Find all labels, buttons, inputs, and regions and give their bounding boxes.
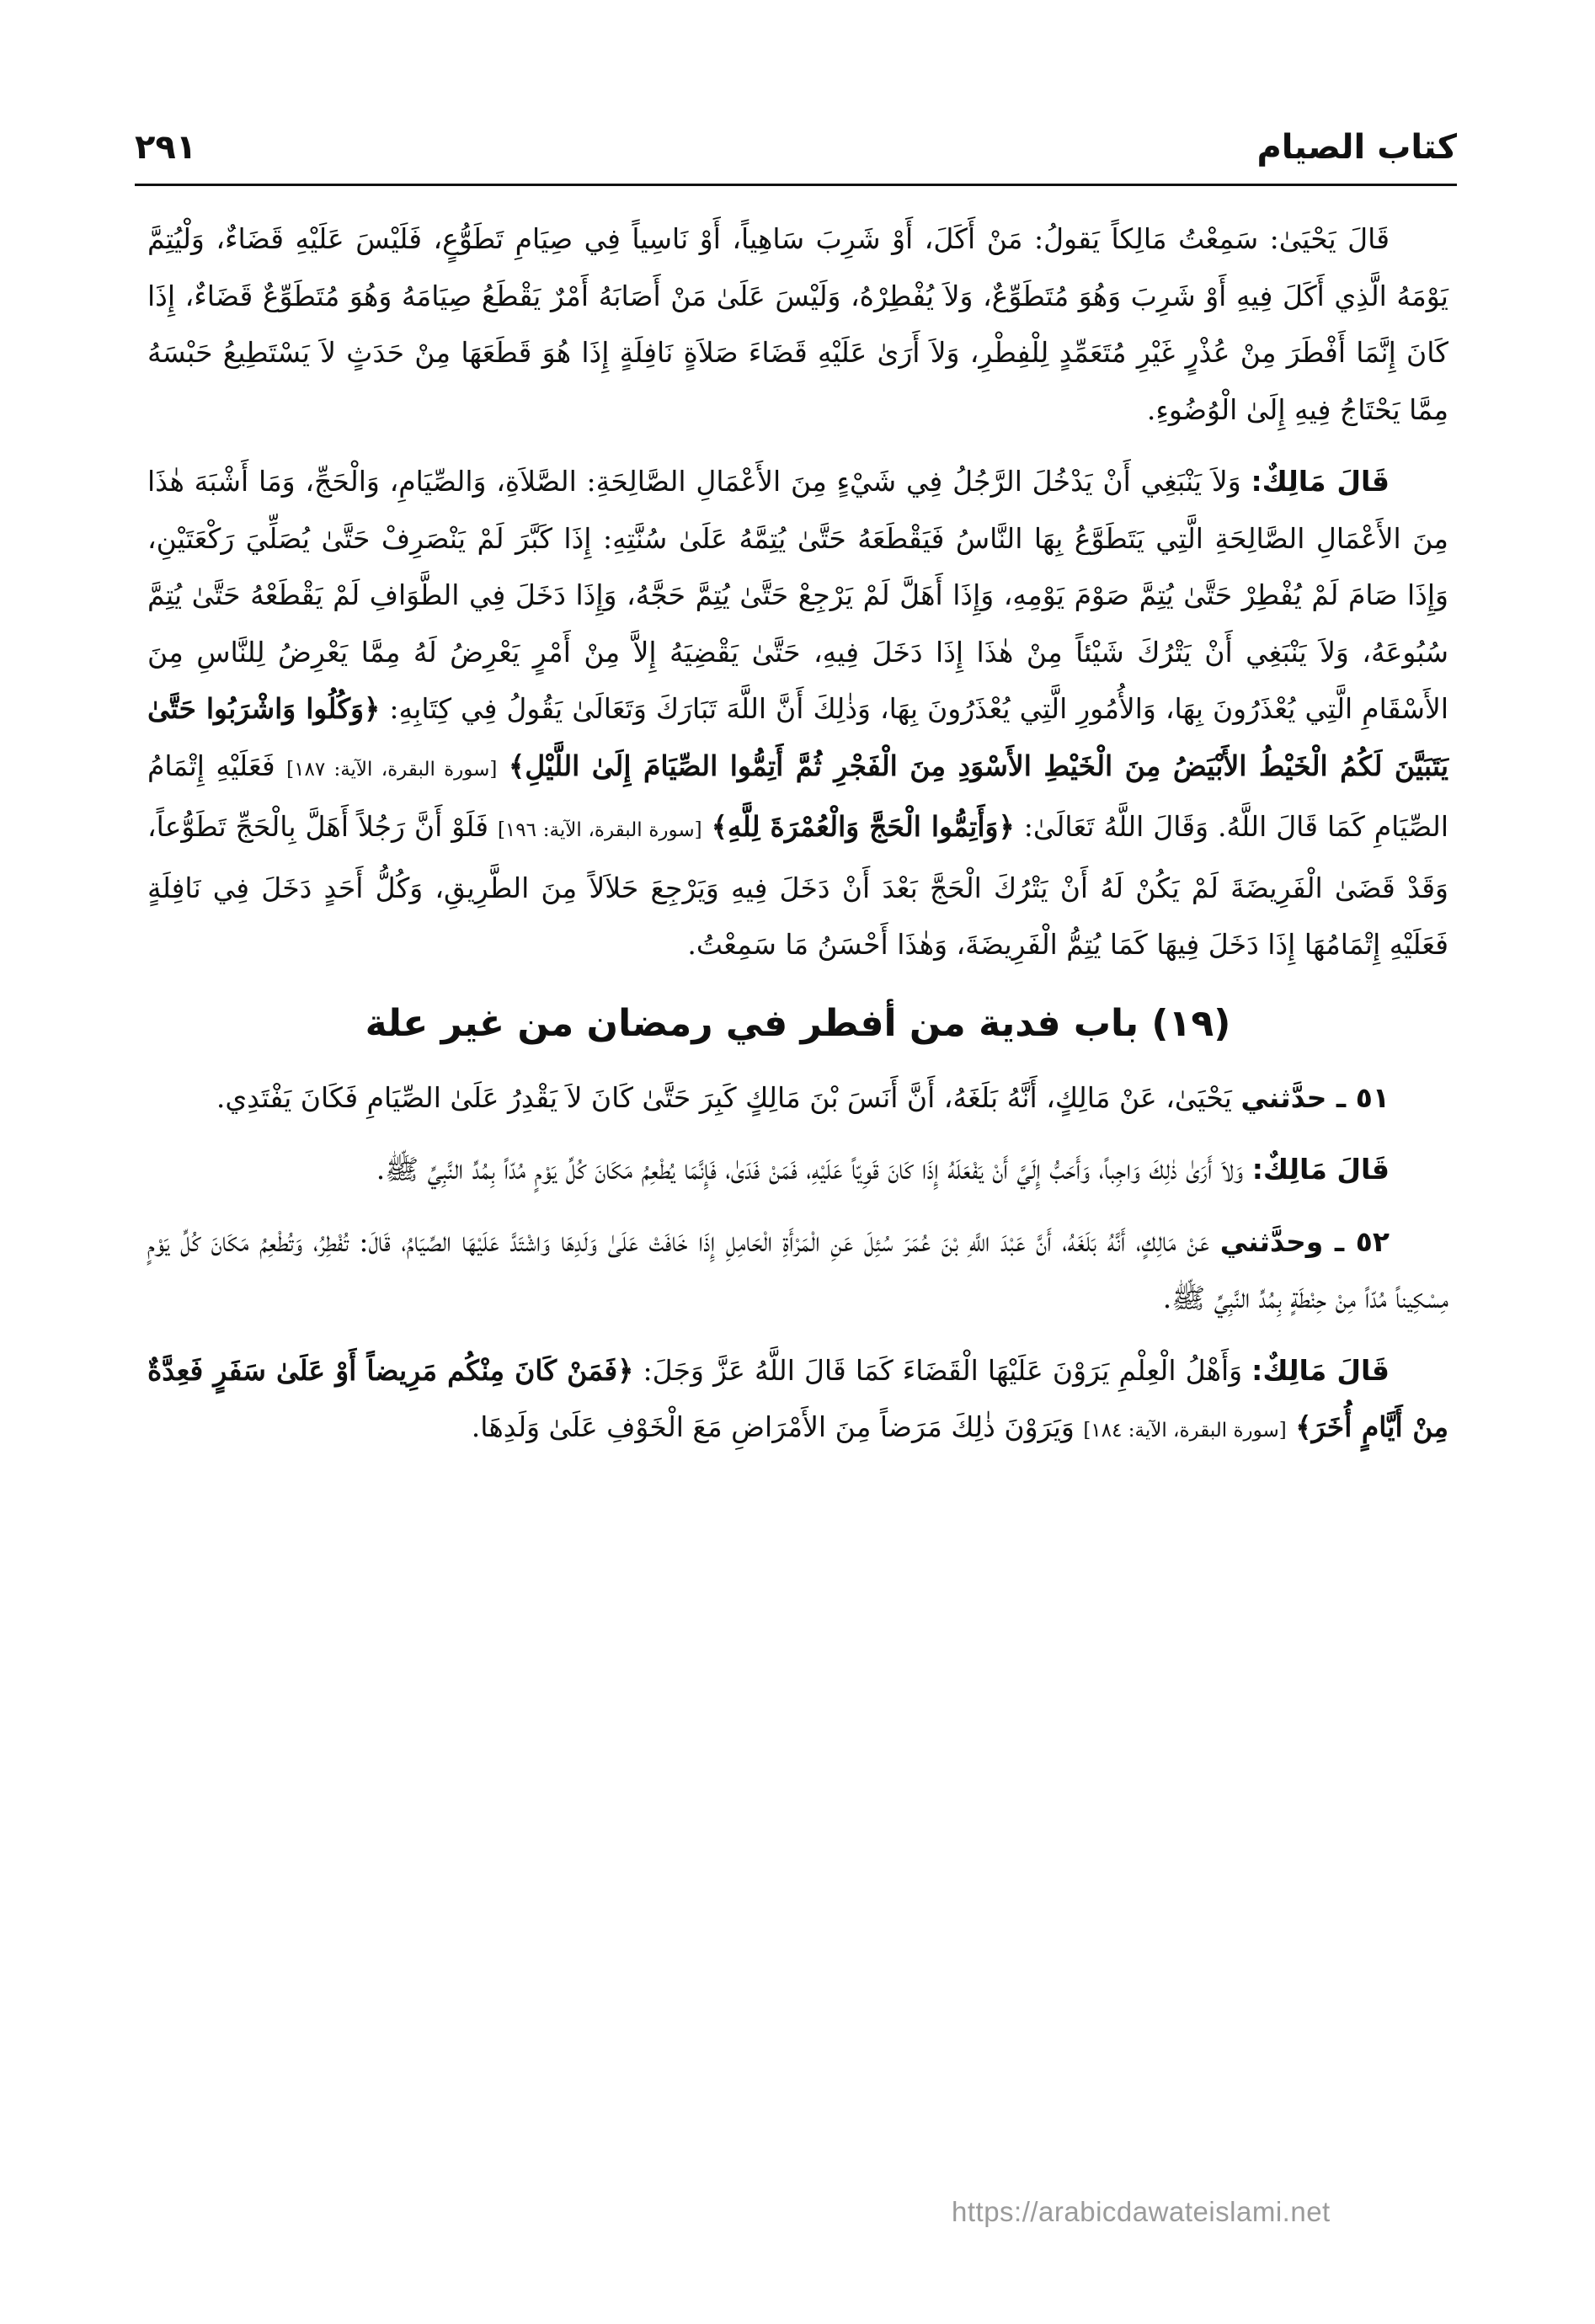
verse-reference: [سورة البقرة، الآية: ١٨٧] xyxy=(286,758,498,781)
paragraph-lead: قَالَ مَالِكٌ: xyxy=(1251,465,1390,498)
paragraph-lead: قَالَ مَالِكٌ: xyxy=(1251,1353,1390,1387)
paragraph-text: وَيَرَوْنَ ذٰلِكَ مَرَضاً مِنَ الأَمْرَاضِ مَعَ الْخَوْفِ عَلَىٰ وَلَدِهَا. xyxy=(471,1410,1075,1443)
page-number: ٢٩١ xyxy=(135,128,197,167)
section-heading: (١٩) باب فدية من أفطر في رمضان من غير علة xyxy=(365,1001,1231,1045)
verse-reference: [سورة البقرة، الآية: ١٨٤] xyxy=(1083,1420,1287,1442)
hadith-text: يَحْيَىٰ، عَنْ مَالِكٍ، أَنَّهُ بَلَغَهُ، أَنَّ أَنَسَ بْنَ مَالِكٍ كَبِرَ حَتَّىٰ كَانَ لاَ يَقْدِرُ عَلَىٰ الصِّيَامِ فَكَانَ يَفْتَدِي. xyxy=(216,1080,1232,1114)
watermark-url: https://arabicdawateislami.net xyxy=(952,2196,1331,2227)
paragraph-lead: قَالَ مَالِكٌ: xyxy=(1251,1153,1390,1186)
verse-reference: [سورة البقرة، الآية: ١٩٦] xyxy=(497,819,702,841)
running-title: كتاب الصيام xyxy=(1256,128,1457,167)
hadith-52 xyxy=(147,1213,1448,1327)
paragraph-malik-1 xyxy=(147,453,1448,973)
hadith-text: عَنْ مَالِكٍ، أَنَّهُ بَلَغَهُ، أَنَّ عَبْدَ اللَّهِ بْنَ عُمَرَ سُئِلَ عَنِ الْمَرْأَةِ الْحَامِلِ إِذَا خَافَتْ عَلَىٰ وَلَدِهَا وَاشْتَدَّ عَلَيْهَا الصِّيَامُ، قَالَ: تُفْطِرُ، وَتُطْعِمُ مَكَانَ كُلِّ يَوْمٍ مِسْكِيناً مُدّاً مِنْ حِنْطَةٍ بِمُدِّ النَّبِيِّ ﷺ. xyxy=(147,1224,1448,1314)
paragraph-yahya xyxy=(147,211,1448,438)
quran-verse: ﴿وَكُلُوا وَاشْرَبُوا حَتَّىٰ يَتَبَيَّنَ لَكُمُ الْخَيْطُ الأَبْيَضُ مِنَ الْخَيْطِ الأَسْوَدِ مِنَ الْفَجْرِ ثُمَّ أَتِمُّوا الصِّيَامَ إِلَىٰ اللَّيْلِ﴾ xyxy=(147,692,1449,782)
quran-verse: ﴿وَأَتِمُّوا الْحَجَّ وَالْعُمْرَةَ لِلَّهِ﴾ xyxy=(711,810,1015,843)
paragraph-malik-3 xyxy=(147,1342,1448,1460)
header-divider xyxy=(135,184,1457,186)
paragraph-text: وَلاَ أَرَىٰ ذٰلِكَ وَاجِباً، وَأَحَبُّ إِلَيَّ أَنْ يَفْعَلَهُ إِذَا كَانَ قَوِيّاً عَلَيْهِ، فَمَنْ فَدَىٰ، فَإِنَّمَا يُطْعِمُ مَكَانَ كُلِّ يَوْمٍ مُدّاً بِمُدِّ النَّبِيِّ ﷺ. xyxy=(376,1153,1244,1186)
paragraph-text: فَعَلَيْهِ إِتْمَامُ الصِّيَامِ كَمَا قَالَ اللَّهُ. وَقَالَ اللَّهُ تَعَالَىٰ: xyxy=(147,749,1449,843)
hadith-lead: ٥٢ ـ وحدَّثني xyxy=(1219,1224,1390,1258)
paragraph-text: قَالَ يَحْيَىٰ: سَمِعْتُ مَالِكاً يَقولُ: مَنْ أَكَلَ، أَوْ شَرِبَ سَاهِياً، أَوْ نَاسِياً فِي صِيَامِ تَطَوُّعٍ، فَلَيْسَ عَلَيْهِ قَضَاءٌ، وَلْيُتِمَّ يَوْمَهُ الَّذِي أَكَلَ فِيهِ أَوْ شَرِبَ وَهُوَ مُتَطَوِّعٌ، وَلاَ يُفْطِرْهُ، وَلَيْسَ عَلَىٰ مَنْ أَصَابَهُ أَمْرٌ يَقْطَعُ صِيَامَهُ وَهُوَ مُتَطَوِّعٌ قَضَاءٌ، إِذَا كَانَ إِنَّمَا أَفْطَرَ مِنْ عُذْرٍ غَيْرِ مُتَعَمِّدٍ لِلْفِطْرِ، وَلاَ أَرَىٰ عَلَيْهِ قَضَاءَ صَلاَةٍ نَافِلَةٍ إِذَا هُوَ قَطَعَهَا مِنْ حَدَثٍ لاَ يَسْتَطِيعُ حَبْسَهُ مِمَّا يَحْتَاجُ فِيهِ إِلَىٰ الْوُضُوءِ. xyxy=(147,222,1448,426)
paragraph-malik-2 xyxy=(147,1141,1448,1198)
paragraph-text: وَأَهْلُ الْعِلْمِ يَرَوْنَ عَلَيْهَا الْقَضَاءَ كَمَا قَالَ اللَّهُ عَزَّ وَجَلَ: xyxy=(643,1353,1243,1387)
paragraph-text: وَلاَ يَنْبَغِي أَنْ يَدْخُلَ الرَّجُلُ فِي شَيْءٍ مِنَ الأَعْمَالِ الصَّالِحَةِ: الصَّلاَةِ، وَالصِّيَامِ، وَالْحَجِّ، وَمَا أَشْبَهَ هٰذَا مِنَ الأَعْمَالِ الصَّالِحَةِ الَّتِي يَتَطَوَّعُ بِهَا النَّاسُ فَيَقْطَعَهُ حَتَّىٰ يُتِمَّهُ عَلَىٰ سُنَّتِهِ: إِذَا كَبَّرَ لَمْ يَنْصَرِفْ حَتَّىٰ يُصَلِّيَ رَكْعَتَيْنِ، وَإِذَا صَامَ لَمْ يُفْطِرْ حَتَّىٰ يُتِمَّ صَوْمَ يَوْمِهِ، وَإِذَا أَهَلَّ لَمْ يَرْجِعْ حَتَّىٰ يُتِمَّ حَجَّهُ، وَإِذَا دَخَلَ فِي الطَّوَافِ لَمْ يَقْطَعْهُ حَتَّىٰ يُتِمَّ سُبُوعَهُ، وَلاَ يَنْبَغِي أَنْ يَتْرُكَ شَيْئاً مِنْ هٰذَا إِذَا دَخَلَ فِيهِ، حَتَّىٰ يَقْضِيَهُ إِلاَّ مِنْ أَمْرٍ يَعْرِضُ لَهُ مِمَّا يَعْرِضُ لِلنَّاسِ مِنَ الأَسْقَامِ الَّتِي يُعْذَرُونَ بِهَا، وَالأُمُورِ الَّتِي يُعْذَرُونَ بِهَا، وَذٰلِكَ أَنَّ اللَّهَ تَبَارَكَ وَتَعَالَىٰ يَقُولُ فِي كِتَابِهِ: xyxy=(147,465,1448,725)
hadith-51 xyxy=(147,1069,1448,1127)
page-body xyxy=(147,211,1448,1475)
paragraph-text: فَلَوْ أَنَّ رَجُلاً أَهَلَّ بِالْحَجِّ تَطَوُّعاً، وَقَدْ قَضَىٰ الْفَرِيضَةَ لَمْ يَكُنْ لَهُ أَنْ يَتْرُكَ الْحَجَّ بَعْدَ أَنْ دَخَلَ فِيهِ وَيَرْجِعَ حَلاَلاً مِنَ الطَّرِيقِ، وَكُلُّ أَحَدٍ دَخَلَ فِي نَافِلَةٍ فَعَلَيْهِ إِتْمَامُهَا إِذَا دَخَلَ فِيهَا كَمَا يُتِمُّ الْفَرِيضَةَ، وَهٰذَا أَحْسَنُ مَا سَمِعْتُ. xyxy=(147,810,1448,961)
quran-verse: ﴿فَمَنْ كَانَ مِنْكُم مَرِيضاً أَوْ عَلَىٰ سَفَرٍ فَعِدَّةٌ مِنْ أَيَّامٍ أُخَرَ﴾ xyxy=(147,1353,1448,1443)
hadith-lead: ٥١ ـ حدَّثني xyxy=(1240,1080,1390,1114)
page-header xyxy=(135,118,1457,177)
